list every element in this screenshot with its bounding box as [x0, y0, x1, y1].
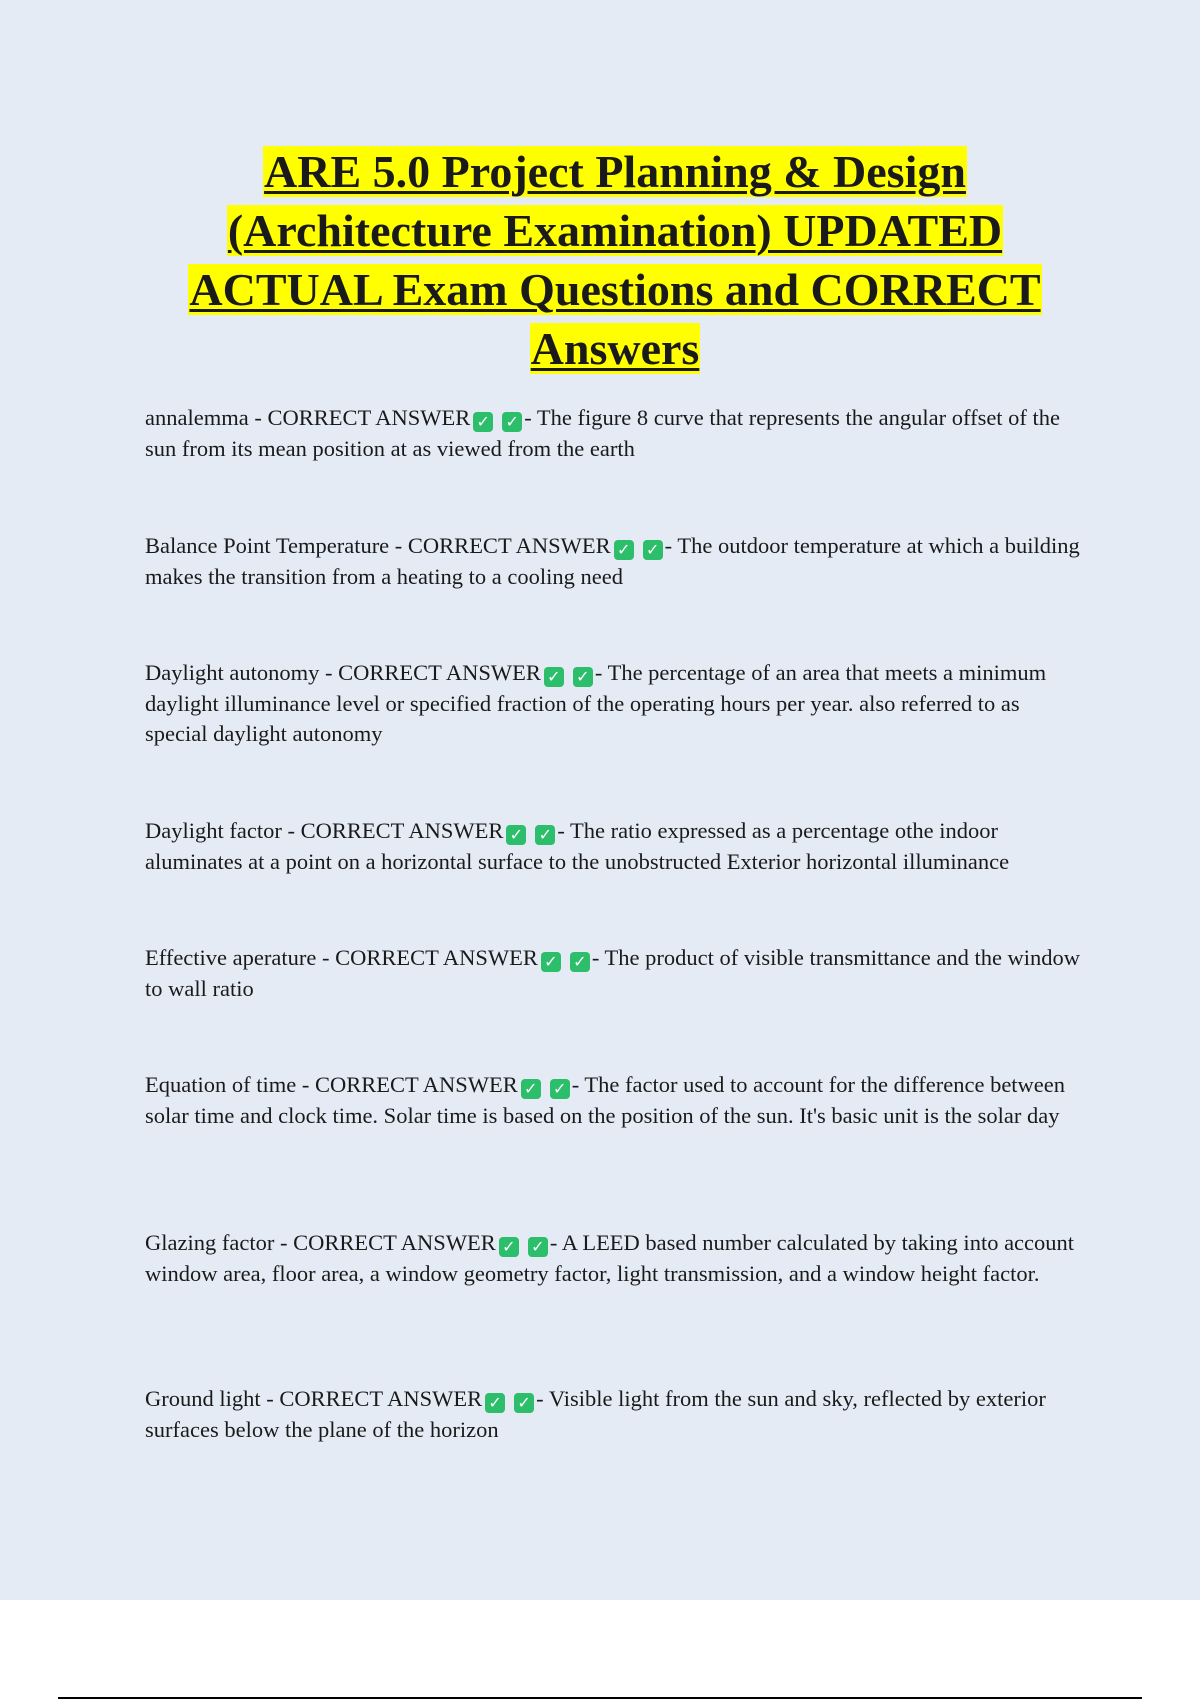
entry-definition: - The factor used to account for the difference between solar time and clock time. Solar time is based on the position of the sun. It's basic unit is the solar day [145, 1072, 1066, 1128]
page-divider [58, 1697, 1142, 1699]
answer-label: CORRECT ANSWER [279, 1386, 483, 1411]
entry-term: Daylight factor [145, 818, 282, 843]
entry-definition: - The ratio expressed as a percentage othe indoor aluminates at a point on a horizontal surface to the unobstructed Exterior horizontal illuminance [145, 818, 1010, 874]
entry-term: Glazing factor [145, 1230, 275, 1255]
check-mark-icon: ✓ [473, 412, 493, 432]
entry-term: Effective aperature [145, 945, 317, 970]
entry-definition: - A LEED based number calculated by taking into account window area, floor area, a window geometry factor, light transmission, and a window height factor. [145, 1230, 1075, 1286]
entry-term: Balance Point Temperature [145, 533, 390, 558]
answer-label: CORRECT ANSWER [300, 818, 504, 843]
qa-entry: Glazing factor - CORRECT ANSWER ✓ ✓ - A LEED based number calculated by taking into account window area, floor area, a window geometry factor, light transmission, and a window height factor. [145, 1230, 1075, 1286]
check-mark-icon: ✓ [614, 540, 634, 560]
answer-label: CORRECT ANSWER [407, 533, 611, 558]
entry-term: Daylight autonomy [145, 660, 320, 685]
qa-entry: annalemma - CORRECT ANSWER ✓ ✓ - The figure 8 curve that represents the angular offset of the sun from its mean position at as viewed from the earth [145, 405, 1061, 461]
check-mark-icon: ✓ [502, 412, 522, 432]
answer-label: CORRECT ANSWER [338, 660, 541, 685]
check-mark-icon: ✓ [499, 1237, 519, 1257]
check-mark-icon: ✓ [521, 1079, 541, 1099]
entry-definition: - The percentage of an area that meets a minimum daylight illuminance level or specified fraction of the operating hours per year. also referred to as special daylight autonomy [145, 660, 1047, 746]
answer-label: CORRECT ANSWER [314, 1072, 518, 1097]
entry-definition: - The figure 8 curve that represents the angular offset of the sun from its mean position at as viewed from the earth [145, 405, 1061, 461]
check-mark-icon: ✓ [550, 1079, 570, 1099]
document-title-text: ARE 5.0 Project Planning & Design (Architecture Examination) UPDATED ACTUAL Exam Questions and CORRECT Answers [189, 146, 1041, 374]
qa-entry: Daylight factor - CORRECT ANSWER ✓ ✓ - The ratio expressed as a percentage othe indoor aluminates at a point on a horizontal surface to the unobstructed Exterior horizontal illuminance [145, 818, 1010, 874]
entry-definition: - The product of visible transmittance and the window to wall ratio [145, 945, 1081, 1001]
check-mark-icon: ✓ [528, 1237, 548, 1257]
entry-definition: - The outdoor temperature at which a building makes the transition from a heating to a cooling need [145, 533, 1080, 589]
check-mark-icon: ✓ [573, 667, 593, 687]
check-mark-icon: ✓ [541, 952, 561, 972]
check-mark-icon: ✓ [506, 825, 526, 845]
entry-term: annalemma [145, 405, 249, 430]
check-mark-icon: ✓ [535, 825, 555, 845]
check-mark-icon: ✓ [643, 540, 663, 560]
entry-term: Equation of time [145, 1072, 297, 1097]
check-mark-icon: ✓ [544, 667, 564, 687]
answer-label: CORRECT ANSWER [335, 945, 538, 970]
check-mark-icon: ✓ [485, 1393, 505, 1413]
qa-entry: Daylight autonomy - CORRECT ANSWER ✓ ✓ - The percentage of an area that meets a minimum daylight illuminance level or specified fraction of the operating hours per year. also referred to as special daylight autonomy [145, 660, 1047, 746]
document-title [130, 142, 1100, 378]
qa-entry: Equation of time - CORRECT ANSWER ✓ ✓ - The factor used to account for the difference between solar time and clock time. Solar time is based on the position of the sun. It's basic unit is the solar day [145, 1072, 1066, 1128]
qa-entry: Effective aperature - CORRECT ANSWER ✓ ✓ - The product of visible transmittance and the window to wall ratio [145, 945, 1081, 1001]
answer-label: CORRECT ANSWER [267, 405, 471, 430]
qa-entry: Balance Point Temperature - CORRECT ANSWER ✓ ✓ - The outdoor temperature at which a building makes the transition from a heating to a cooling need [145, 533, 1080, 589]
qa-entry: Ground light - CORRECT ANSWER ✓ ✓ - Visible light from the sun and sky, reflected by exterior surfaces below the plane of the horizon [145, 1386, 1046, 1442]
check-mark-icon: ✓ [514, 1393, 534, 1413]
entry-term: Ground light [145, 1386, 261, 1411]
entry-definition: - Visible light from the sun and sky, reflected by exterior surfaces below the plane of the horizon [145, 1386, 1046, 1442]
answer-label: CORRECT ANSWER [293, 1230, 496, 1255]
check-mark-icon: ✓ [570, 952, 590, 972]
